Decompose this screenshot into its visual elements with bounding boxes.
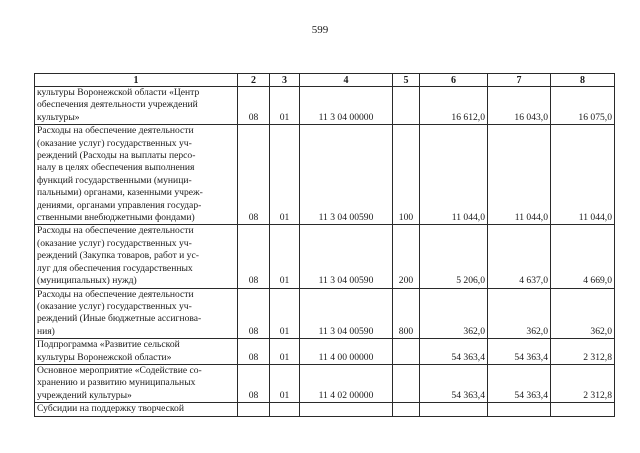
column-header: 6 bbox=[420, 74, 488, 87]
item-name-cell bbox=[35, 403, 238, 416]
amount-year3-cell: 362,0 bbox=[551, 288, 615, 339]
subsection-code-cell: 01 bbox=[270, 288, 300, 339]
target-article-cell: 11 3 04 00590 bbox=[300, 125, 393, 225]
amount-year2-cell: 16 043,0 bbox=[488, 87, 551, 125]
amount-year1-cell: 362,0 bbox=[420, 288, 488, 339]
item-name-cell bbox=[35, 339, 238, 365]
item-name-cell bbox=[35, 288, 238, 339]
expense-type-cell bbox=[393, 87, 420, 125]
item-name-line: дениями, органами управления государ- bbox=[37, 199, 202, 211]
subsection-code-cell: 01 bbox=[270, 364, 300, 402]
amount-year2-cell bbox=[488, 403, 551, 416]
target-article-cell bbox=[300, 403, 393, 416]
item-name-line: учреждений культуры» bbox=[37, 389, 132, 401]
expense-type-cell bbox=[393, 403, 420, 416]
amount-year3-cell: 11 044,0 bbox=[551, 125, 615, 225]
amount-year1-cell: 54 363,4 bbox=[420, 339, 488, 365]
target-article-cell: 11 3 04 00000 bbox=[300, 87, 393, 125]
expense-type-cell: 800 bbox=[393, 288, 420, 339]
section-code-cell: 08 bbox=[238, 288, 270, 339]
section-code-cell: 08 bbox=[238, 364, 270, 402]
section-code-cell: 08 bbox=[238, 339, 270, 365]
item-name-line: реждений (Закупка товаров, работ и ус- bbox=[37, 250, 199, 262]
item-name-line: Расходы на обеспечение деятельности bbox=[37, 288, 194, 300]
target-article-cell: 11 4 00 00000 bbox=[300, 339, 393, 365]
section-code-cell bbox=[238, 403, 270, 416]
subsection-code-cell: 01 bbox=[270, 125, 300, 225]
amount-year1-cell: 11 044,0 bbox=[420, 125, 488, 225]
item-name-line: культуры Воронежской области «Центр bbox=[37, 87, 200, 98]
item-name-line: (оказание услуг) государственных уч- bbox=[37, 237, 192, 249]
amount-year3-cell: 2 312,8 bbox=[551, 364, 615, 402]
item-name-line: налу в целях обеспечения выполнения bbox=[37, 162, 195, 174]
item-name-cell bbox=[35, 87, 238, 125]
target-article-cell: 11 4 02 00000 bbox=[300, 364, 393, 402]
column-header: 1 bbox=[35, 74, 238, 87]
column-header: 3 bbox=[270, 74, 300, 87]
page-number: 599 bbox=[311, 24, 329, 36]
expense-type-cell: 100 bbox=[393, 125, 420, 225]
item-name-line: реждений (Иные бюджетные ассигнова- bbox=[37, 313, 202, 325]
amount-year2-cell: 4 637,0 bbox=[488, 225, 551, 288]
table-row bbox=[35, 364, 615, 402]
table-row bbox=[35, 225, 615, 288]
item-name-line: луг для обеспечения государственных bbox=[37, 262, 193, 274]
amount-year1-cell: 5 206,0 bbox=[420, 225, 488, 288]
item-name-line: Расходы на обеспечение деятельности bbox=[37, 225, 194, 237]
amount-year2-cell: 54 363,4 bbox=[488, 364, 551, 402]
item-name-cell bbox=[35, 125, 238, 225]
section-code-cell: 08 bbox=[238, 87, 270, 125]
item-name-line: пальными) органами, казенными учреж- bbox=[37, 187, 203, 199]
amount-year1-cell: 16 612,0 bbox=[420, 87, 488, 125]
budget-table bbox=[34, 73, 615, 417]
expense-type-cell bbox=[393, 364, 420, 402]
section-code-cell: 08 bbox=[238, 125, 270, 225]
amount-year2-cell: 362,0 bbox=[488, 288, 551, 339]
amount-year1-cell bbox=[420, 403, 488, 416]
item-name-line: культуры» bbox=[37, 111, 80, 123]
item-name-line: обеспечения деятельности учреждений bbox=[37, 99, 198, 111]
table-row bbox=[35, 125, 615, 225]
item-name-line: функций государственными (муници- bbox=[37, 174, 192, 186]
table-body bbox=[35, 87, 615, 417]
amount-year3-cell: 4 669,0 bbox=[551, 225, 615, 288]
item-name-line: ния) bbox=[37, 325, 55, 337]
item-name-line: (муниципальных) нужд) bbox=[37, 275, 137, 287]
table-header bbox=[35, 74, 615, 87]
amount-year1-cell: 54 363,4 bbox=[420, 364, 488, 402]
item-name-line: Подпрограмма «Развитие сельской bbox=[37, 339, 180, 351]
item-name-line: Основное мероприятие «Содействие со- bbox=[37, 364, 202, 376]
table-row bbox=[35, 288, 615, 339]
table-row bbox=[35, 87, 615, 125]
item-name-line: Расходы на обеспечение деятельности bbox=[37, 125, 194, 137]
target-article-cell: 11 3 04 00590 bbox=[300, 288, 393, 339]
section-code-cell: 08 bbox=[238, 225, 270, 288]
amount-year3-cell bbox=[551, 403, 615, 416]
column-header: 5 bbox=[393, 74, 420, 87]
subsection-code-cell: 01 bbox=[270, 339, 300, 365]
column-header: 7 bbox=[488, 74, 551, 87]
column-header: 8 bbox=[551, 74, 615, 87]
item-name-line: хранению и развитию муниципальных bbox=[37, 377, 196, 389]
item-name-line: реждений (Расходы на выплаты персо- bbox=[37, 150, 196, 162]
amount-year3-cell: 2 312,8 bbox=[551, 339, 615, 365]
subsection-code-cell: 01 bbox=[270, 225, 300, 288]
item-name-cell bbox=[35, 364, 238, 402]
subsection-code-cell: 01 bbox=[270, 87, 300, 125]
amount-year3-cell: 16 075,0 bbox=[551, 87, 615, 125]
expense-type-cell bbox=[393, 339, 420, 365]
item-name-line: (оказание услуг) государственных уч- bbox=[37, 137, 192, 149]
column-header: 2 bbox=[238, 74, 270, 87]
item-name-line: ственными внебюджетными фондами) bbox=[37, 212, 195, 224]
header-row bbox=[35, 74, 615, 87]
item-name-line: Субсидии на поддержку творческой bbox=[37, 403, 184, 415]
amount-year2-cell: 11 044,0 bbox=[488, 125, 551, 225]
amount-year2-cell: 54 363,4 bbox=[488, 339, 551, 365]
table-row bbox=[35, 403, 615, 416]
item-name-line: (оказание услуг) государственных уч- bbox=[37, 300, 192, 312]
item-name-line: культуры Воронежской области» bbox=[37, 351, 172, 363]
expense-type-cell: 200 bbox=[393, 225, 420, 288]
item-name-cell bbox=[35, 225, 238, 288]
column-header: 4 bbox=[300, 74, 393, 87]
table-row bbox=[35, 339, 615, 365]
target-article-cell: 11 3 04 00590 bbox=[300, 225, 393, 288]
subsection-code-cell bbox=[270, 403, 300, 416]
